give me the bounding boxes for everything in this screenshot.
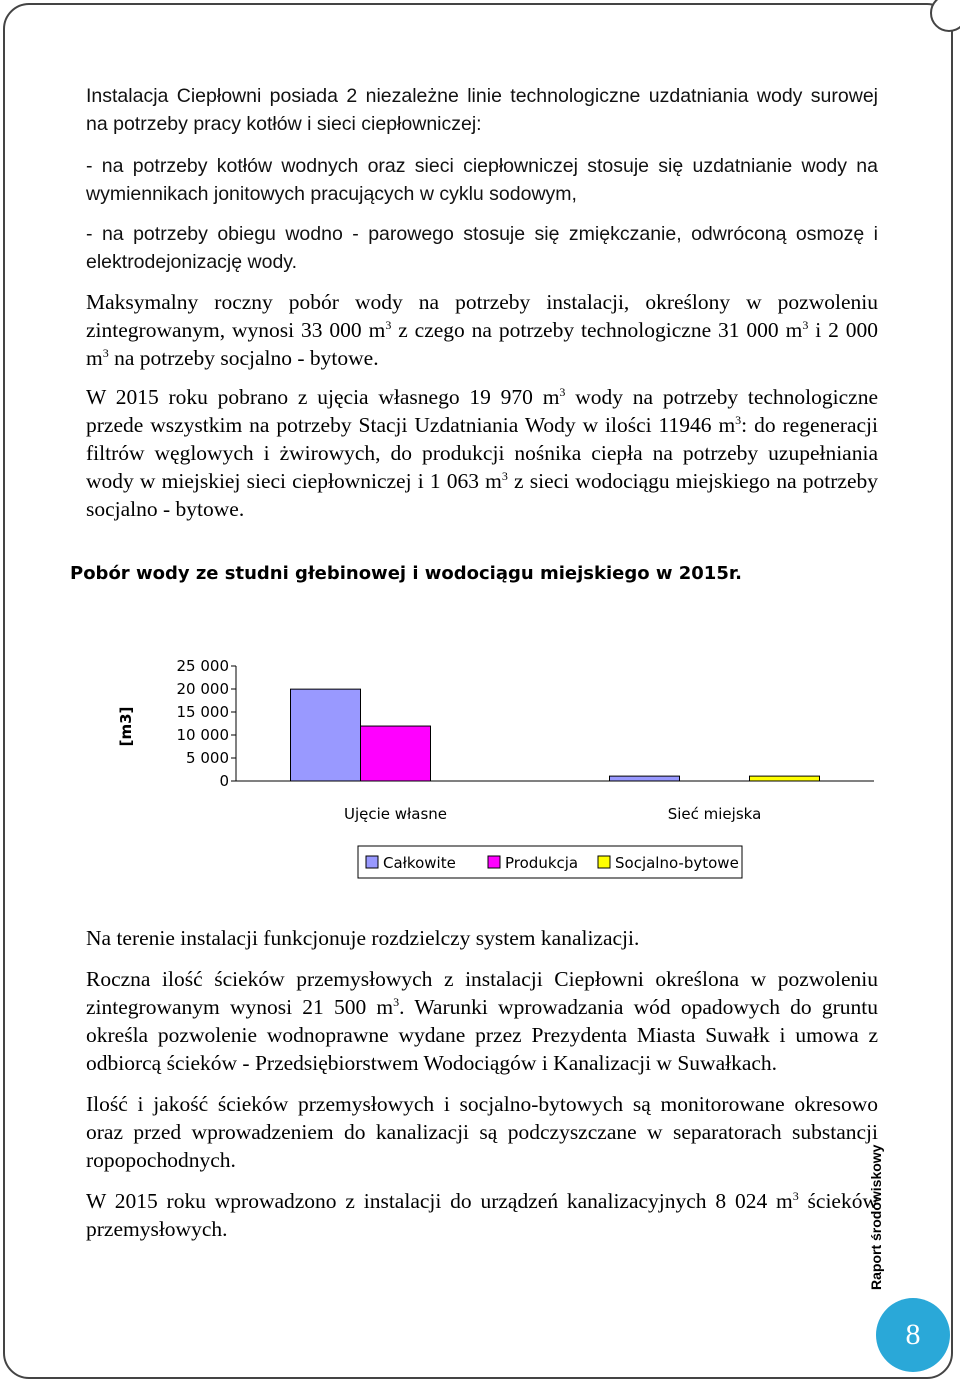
- y-tick-label: 15 000: [176, 703, 229, 721]
- legend-label: Produkcja: [505, 854, 579, 872]
- legend-label: Całkowite: [383, 854, 456, 872]
- side-report-label: Raport środowiskowy: [868, 1144, 884, 1290]
- paragraph-installation: Instalacja Ciepłowni posiada 2 niezależne linie technologiczne uzdatniania wody surowej na potrzeby pracy kotłów i sieci ciepłowniczej:: [86, 85, 878, 135]
- legend-label: Socjalno-bytowe: [615, 854, 739, 872]
- chart-title: Pobór wody ze studni głebinowej i wodociągu miejskiego w 2015r.: [70, 563, 742, 584]
- y-tick-label: 20 000: [176, 680, 229, 698]
- document-body-top: [86, 82, 878, 534]
- paragraph-2015-intake: W 2015 roku pobrano z ujęcia własnego 19 970 $m^3$ wody na potrzeby technologiczne przede wszystkim na potrzeby Stacji Uzdatniania Wody w ilości 11946 $m^3$: do regeneracji filtrów węglowych i żwirowych, do produkcji nośnika ciepła na potrzeby uzupełniania wody w miejskiej sieci ciepłowniczej i 1 063 $m^3$ z sieci wodociągu miejskiego na potrzeby socjalno - bytowe.: [86, 385, 879, 521]
- paragraph-monitoring: Ilość i jakość ścieków przemysłowych i socjalno-bytowych są monitorowane okresowo oraz przed wprowadzeniem do kanalizacji są podczyszczane w separatorach substancji ropopochodnych.: [86, 1092, 878, 1172]
- legend-swatch: [598, 856, 610, 868]
- paragraph-sewage-system: Na terenie instalacji funkcjonuje rozdzielczy system kanalizacji.: [86, 926, 640, 950]
- bar-siec-miejska-0: [610, 776, 680, 781]
- paragraph-sewage-volume: Roczna ilość ścieków przemysłowych z instalacji Ciepłowni określona w pozwoleniu zintegrowanym wynosi 21 500 $m^3$. Warunki wprowadzania wód opadowych do gruntu określa pozwolenie wodnoprawne wydane przez Prezydenta Miasta Suwałk i umowa z odbiorcą ścieków - Przedsiębiorstwem Wodociągów i Kanalizacji w Suwałkach.: [86, 967, 878, 1075]
- water-intake-chart: [70, 558, 878, 890]
- y-tick-label: 25 000: [176, 657, 229, 675]
- legend-swatch: [366, 856, 378, 868]
- y-tick-label: 5 000: [186, 749, 229, 767]
- chart-canvas: [86, 558, 878, 890]
- paragraph-steam-cycle: - na potrzeby obiegu wodno - parowego stosuje się zmiękczanie, odwróconą osmozę i elektrodejonizację wody.: [86, 223, 878, 273]
- paragraph-max-intake: Maksymalny roczny pobór wody na potrzeby instalacji, określony w pozwoleniu zintegrowanym, wynosi 33 000 $m^3$ z czego na potrzeby technologiczne 31 000 $m^3$ i 2 000 $m^3$ na potrzeby socjalno - bytowe.: [86, 290, 878, 370]
- page-number: 8: [905, 1318, 921, 1351]
- page-number-badge: [876, 1298, 950, 1372]
- paragraph-boilers: - na potrzeby kotłów wodnych oraz sieci ciepłowniczej stosuje się uzdatnianie wody na wymiennikach jonitowych pracujących w cyklu sodowym,: [86, 155, 878, 205]
- y-axis-label: [m3]: [117, 706, 135, 747]
- y-tick-label: 10 000: [176, 726, 229, 744]
- x-category-label: Sieć miejska: [667, 805, 762, 823]
- paragraph-2015-sewage: W 2015 roku wprowadzono z instalacji do urządzeń kanalizacyjnych 8 024 $m^3$ ścieków przemysłowych.: [86, 1189, 879, 1241]
- document-body-bottom: [86, 924, 878, 1254]
- bar-ujecie-wlasne-0: [291, 689, 361, 781]
- x-category-label: Ujęcie własne: [343, 805, 448, 823]
- bar-ujecie-wlasne-1: [361, 726, 431, 781]
- y-tick-label: 0: [219, 772, 229, 790]
- legend-swatch: [488, 856, 500, 868]
- bar-siec-miejska-2: [750, 776, 820, 781]
